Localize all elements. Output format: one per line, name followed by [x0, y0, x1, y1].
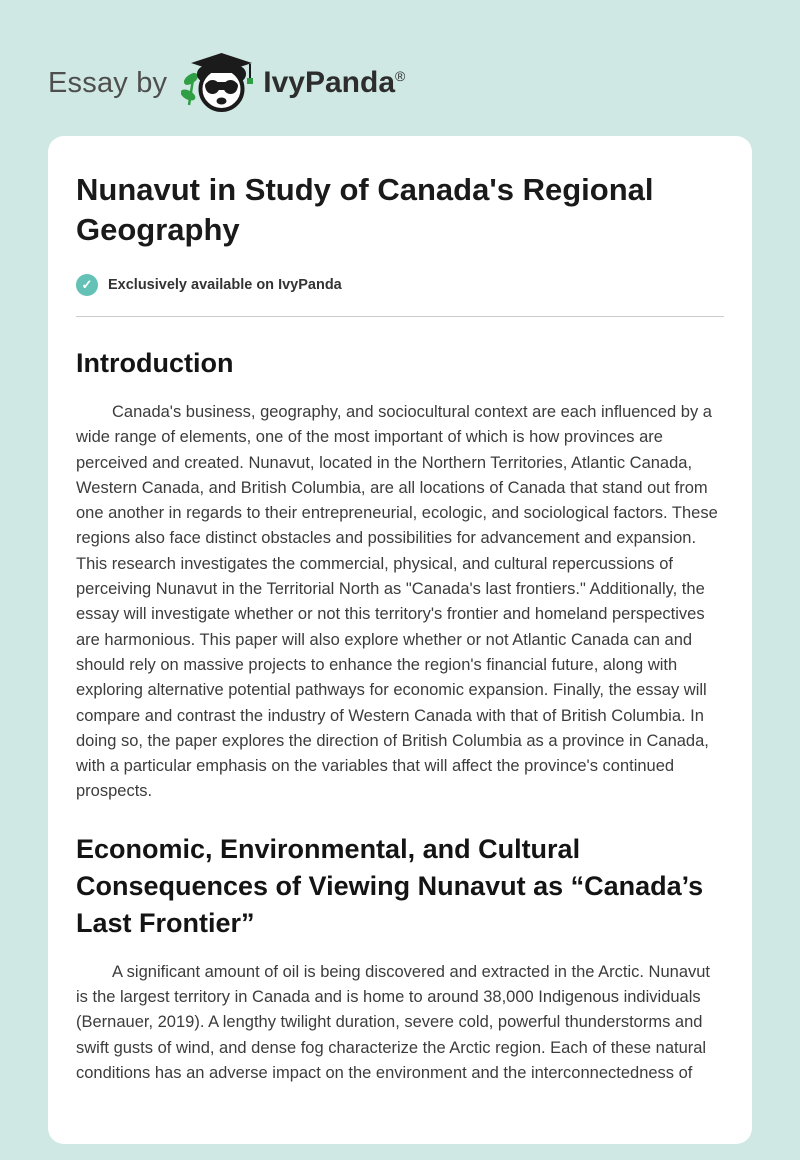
site-header	[0, 0, 800, 128]
divider	[76, 316, 724, 317]
availability-badge	[76, 274, 724, 296]
section-heading-introduction: Introduction	[76, 348, 234, 378]
section-heading-consequences: Economic, Environmental, and Cultural Consequences of Viewing Nunavut as “Canada’s Last Frontier”	[76, 833, 704, 938]
check-icon: ✓	[76, 274, 98, 296]
consequences-paragraph: A significant amount of oil is being discovered and extracted in the Arctic. Nunavut is the largest territory in Canada and is home to around 38,000 Indigenous individuals (Bernauer, 2019). A lengthy twilight duration, severe cold, powerful thunderstorms and swift gusts of wind, and dense fog characterize the Arctic region. Each of these natural conditions has an adverse impact on the environment and the interconnectedness of	[76, 962, 711, 1082]
panda-graduate-icon	[181, 51, 255, 115]
essay-card	[48, 136, 752, 1144]
essay-by-label: Essay by	[48, 66, 168, 99]
ivypanda-logo[interactable]	[181, 51, 405, 115]
page-title: Nunavut in Study of Canada's Regional Geography	[76, 172, 654, 247]
introduction-paragraph: Canada's business, geography, and sociocultural context are each influenced by a wide range of elements, one of the most important of which is how provinces are perceived and created. Nunavut, located in the Northern Territories, Atlantic Canada, Western Canada, and British Columbia, are all locations of Canada that stand out from one another in regards to their entrepreneurial, ecologic, and sociological factors. These regions also face distinct obstacles and possibilities for advancement and expansion. This research investigates the commercial, physical, and cultural repercussions of perceiving Nunavut in the Territorial North as "Canada's last frontiers." Additionally, the essay will investigate whether or not this territory's frontier and homeland perspectives are harmonious. This paper will also explore whether or not Atlantic Canada can and should rely on massive projects to enhance the region's financial future, along with exploring alternative potential pathways for economic expansion. Finally, the essay will compare and contrast the industry of Western Canada with that of British Columbia. In doing so, the paper explores the direction of British Columbia as a province in Canada, with a particular emphasis on the variables that will affect the province's continued prospects.	[76, 403, 718, 801]
registered-mark: ®	[395, 68, 406, 84]
brand-name	[263, 66, 405, 100]
brand-text: IvyPanda	[263, 66, 395, 99]
availability-label: Exclusively available on IvyPanda	[108, 277, 342, 293]
